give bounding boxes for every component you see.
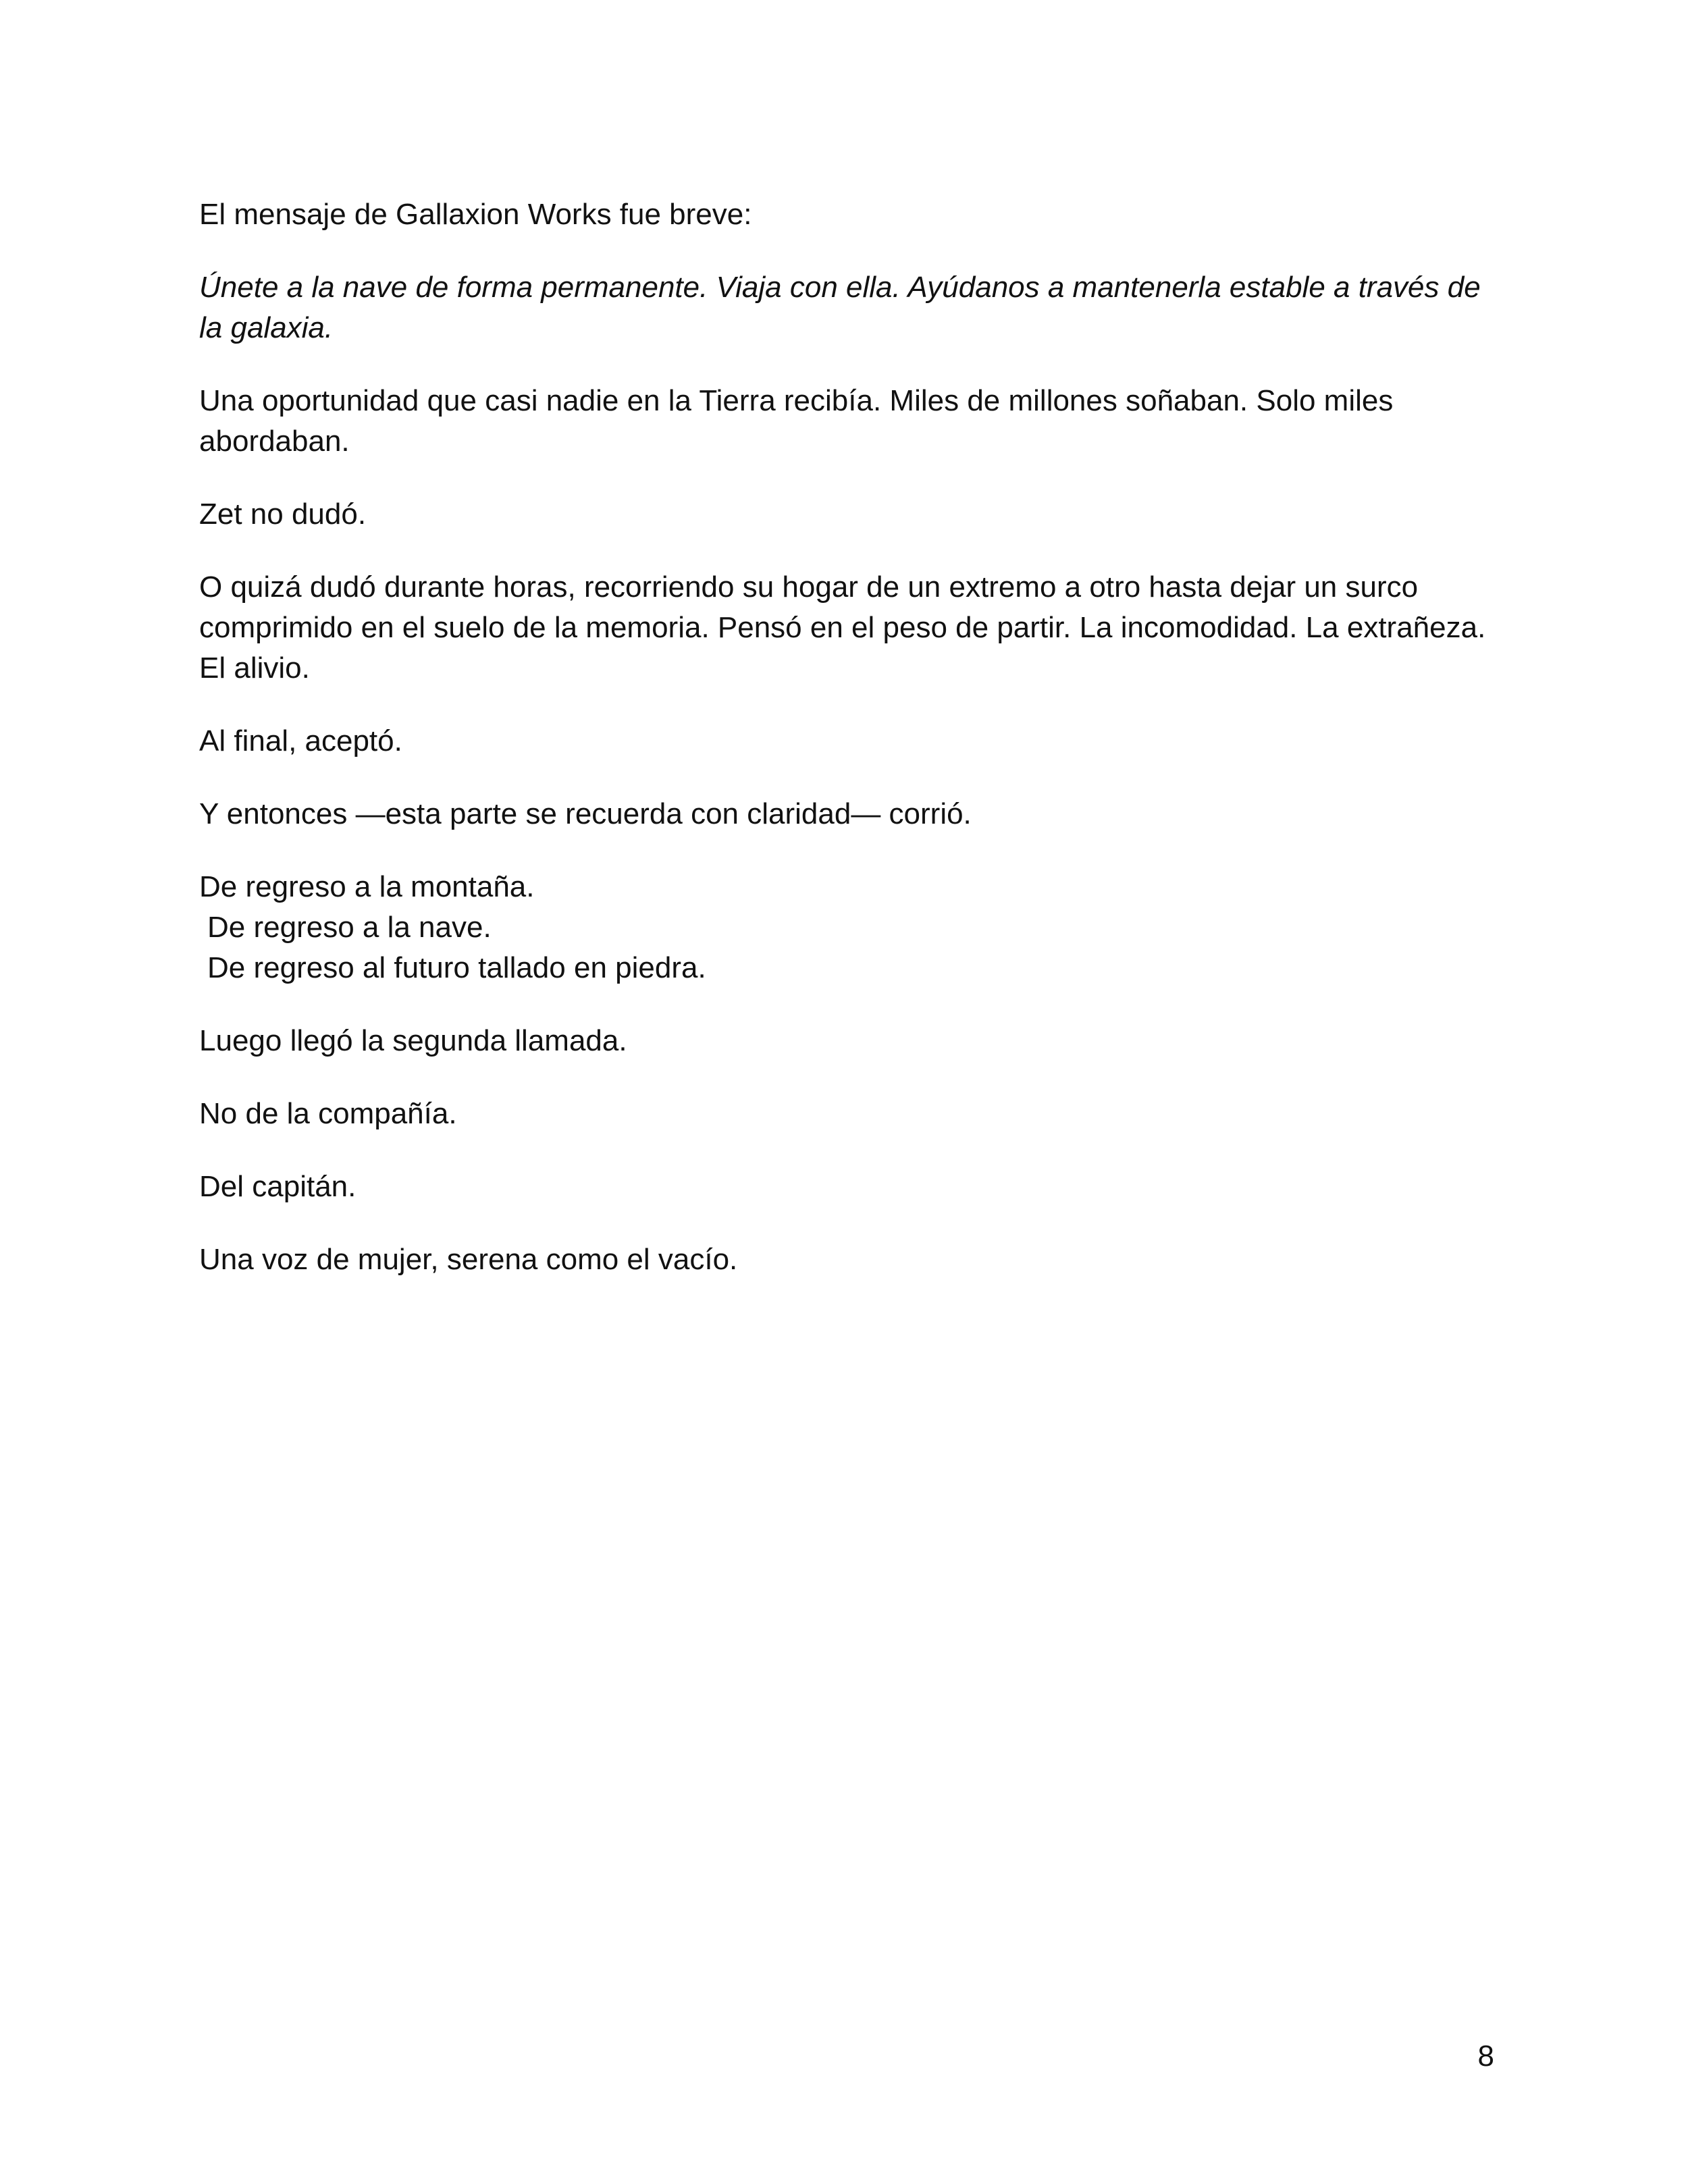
paragraph-6: Al final, aceptó. [199,724,402,757]
paragraph-4: Zet no dudó. [199,498,367,531]
paragraph-8-line-2: De regreso a la nave. [207,911,492,944]
paragraph-11: Del capitán. [199,1170,357,1203]
page-body [199,194,1496,1312]
paragraph-7: Y entonces —esta parte se recuerda con claridad— corrió. [199,797,972,830]
paragraph-8-lines [199,867,1496,988]
paragraph-5: O quizá dudó durante horas, recorriendo su hogar de un extremo a otro hasta dejar un surco comprimido en el suelo de la memoria. Pensó en el peso de partir. La incomodidad. La extrañeza. El alivio. [199,570,1486,685]
paragraph-9: Luego llegó la segunda llamada. [199,1024,627,1057]
paragraph-12: Una voz de mujer, serena como el vacío. [199,1243,738,1276]
page-number: 8 [1477,2040,1494,2073]
paragraph-2-italic: Únete a la nave de forma permanente. Viaja con ella. Ayúdanos a mantenerla estable a través de la galaxia. [199,271,1481,344]
paragraph-8-line-3: De regreso al futuro tallado en piedra. [207,951,706,984]
paragraph-8-line-1: De regreso a la montaña. [199,870,535,903]
paragraph-1: El mensaje de Gallaxion Works fue breve: [199,198,752,231]
paragraph-3: Una oportunidad que casi nadie en la Tierra recibía. Miles de millones soñaban. Solo miles abordaban. [199,384,1394,458]
paragraph-10: No de la compañía. [199,1097,457,1130]
